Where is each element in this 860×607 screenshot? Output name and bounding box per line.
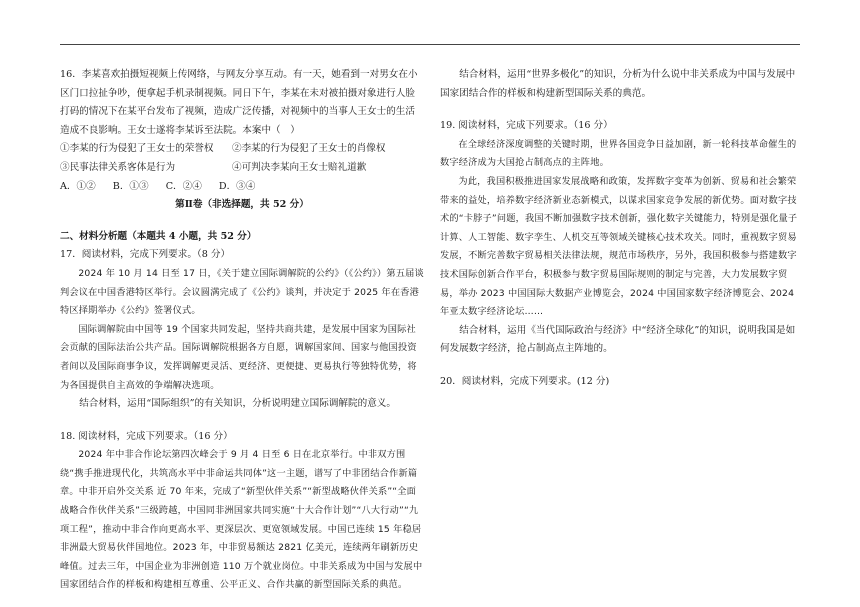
q18-heading: 18. 阅读材料，完成下列要求。（16 分） [60,430,233,442]
q18-material: 2024 年中非合作论坛第四次峰会于 9 月 4 日至 6 日在北京举行。中非双方围绕“携手推进现代化，共筑高水平中非命运共同体”这一主题，谱写了中非团结合作新篇章。中非开启外交关系 近 70 年来，完成了“新型伙伴关系”“新型战略伙伴关系”“全面战略合作伙伴关系”三级跨越，中国同非洲国家共同实施“十大合作计划”“八大行动”“九项工程”，推动中非合作向更高水平、更深层次、更宽领域发展。中国已连续 15 年稳居非洲最大贸易伙伴国地位。2023 年，中非贸易额达 2821 亿美元，连续两年刷新历史峰值。过去三年，中国企业为非洲创造 110 万个就业岗位。中非关系成为中国与发展中国家团结合作的样板和构建相互尊重、公平正义、合作共赢的新型国际关系的典范。 [60,449,423,591]
q16-options-row-1 [60,140,424,159]
q17-task: 结合材料，运用“国际组织”的有关知识，分析说明建立国际调解院的意义。 [79,398,396,410]
q19-heading: 19. 阅读材料，完成下列要求。（16 分） [440,120,613,132]
q16-answer-d: D．③④ [218,180,256,192]
part2-title: 第Ⅱ卷（非选择题，共 52 分） [175,199,309,211]
q16-answer-choices [60,178,424,197]
section2-heading: 二、材料分析题（本题共 4 小题，共 52 分） [60,230,257,242]
q16-option-2: ②李某的行为侵犯了王女士的肖像权 [232,143,386,155]
q19-task: 结合材料，运用《当代国际政治与经济》中“经济全球化”的知识，说明我国是如何发展数字经济，抢占制高点主阵地的。 [440,324,796,355]
q19-material-1: 在全球经济深度调整的关键时期，世界各国竞争日益加剧，新一轮科技革命催生的数字经济成为大国抢占制高点的主阵地。 [440,138,797,169]
q17-heading: 17．阅读材料，完成下列要求。（8 分） [60,249,231,261]
q20-heading: 20．阅读材料，完成下列要求。(12 分) [440,375,610,387]
q16-option-3: ③民事法律关系客体是行为 [60,161,176,173]
q16-options-row-2 [60,159,424,178]
q16-option-1: ①李某的行为侵犯了王女士的荣誉权 [60,143,214,155]
left-column [60,66,424,595]
right-column [440,66,804,392]
q18-task: 结合材料，运用“世界多极化”的知识，分析为什么说中非关系成为中国与发展中国家团结合作的样板和构建新型国际关系的典范。 [440,69,796,99]
q16-answer-a: A．①② [60,180,96,192]
q19-material-2: 为此，我国积极推进国家发展战略和政策，发挥数字变革为创新、贸易和社会繁荣带来的益处，培养数字经济新业态新模式，以谋求国家竞争发展的新优势。面对数字技术的“卡脖子”问题，我国不断加强数字技术创新，强化数字关键能力，特别是强化量子计算、人工智能、数字孪生、人机交互等领域关键核心技术攻关。同时，重视数字贸易发展，不断完善数字贸易相关法律法规，规范市场秩序，另外，我国积极参与搭建数字技术国际创新合作平台，积极参与数字贸易国际规则的制定与完善，大力发展数字贸易，举办 2023 中国国际大数据产业博览会，2024 中国国家数字经济博览会、2024 年亚太数字经济论坛…… [440,175,798,318]
q16-answer-c: C．②④ [165,180,202,192]
q16-answer-b: B．①③ [112,180,149,192]
q17-material-1: 2024 年 10 月 14 日至 17 日，《关于建立国际调解院的公约》（《公约》）第五届谈判会议在中国香港特区举行。会议圆满完成了《公约》谈判，并决定于 2025 年在香港特区择期举办《公约》签署仪式。 [60,267,424,317]
q17-material-2: 国际调解院由中国等 19 个国家共同发起，坚持共商共建，是发展中国家为国际社会贡献的国际法治公共产品。国际调解院根据各方自愿，调解国家间、国家与他国投资者间以及国际商事争议，发挥调解更灵活、更经济、更便捷、更易执行等独特优势，将为各国提供自主高效的争端解决选项。 [60,323,417,391]
q16-stem: 16．李某喜欢拍摄短视频上传网络，与网友分享互动。有一天，她看到一对男女在小区门口拉扯争吵，便拿起手机录制视频。同日下午，李某在未对被拍摄对象进行人脸打码的情况下在某平台发布了视频，造成广泛传播，对视频中的当事人王女士的生活造成不良影响。王女士遂将李某诉至法院。本案中（ ） [60,69,418,136]
header-rule [60,44,800,45]
q16-option-4: ④可判决李某向王女士赔礼道歉 [232,161,367,173]
